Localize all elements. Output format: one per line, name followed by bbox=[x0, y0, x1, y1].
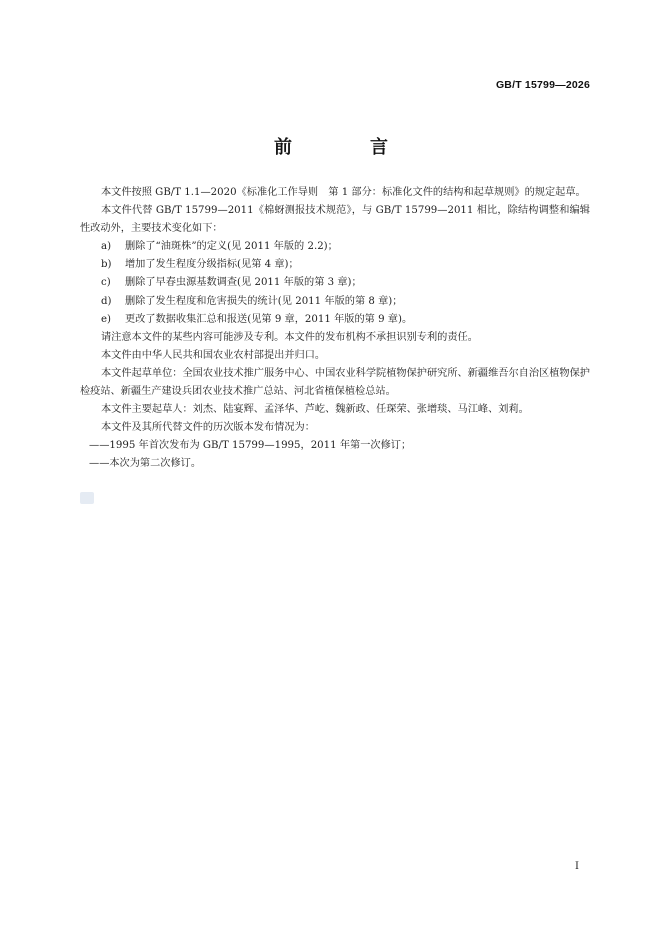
list-marker: b) bbox=[101, 259, 112, 271]
paragraph-replacement: 本文件代替 GB/T 15799—2011《棉蚜测报技术规范》，与 GB/T 15799—2011 相比，除结构调整和编辑性改动外，主要技术变化如下： bbox=[80, 205, 590, 235]
list-item-text: 删除了早春虫源基数调查(见 2011 年版的第 3 章)； bbox=[125, 277, 362, 289]
page-number: I bbox=[575, 861, 579, 872]
change-list-item bbox=[80, 274, 590, 292]
list-marker: e) bbox=[101, 313, 112, 325]
paragraph-drafting-units: 本文件起草单位：全国农业技术推广服务中心、中国农业科学院植物保护研究所、新疆维吾尔自治区植物保护检疫站、新疆生产建设兵团农业技术推广总站、河北省植保植检总站。 bbox=[80, 367, 590, 398]
list-item-text: 删除了“油斑株”的定义(见 2011 年版的 2.2)； bbox=[125, 241, 338, 253]
list-item-text: 更改了数据收集汇总和报送(见第 9 章，2011 年版的第 9 章)。 bbox=[125, 313, 413, 325]
page-title: 前 言 bbox=[274, 137, 418, 158]
history-item: ——1995 年首次发布为 GB/T 15799—1995，2011 年第一次修订； bbox=[89, 440, 412, 452]
change-list-item bbox=[80, 311, 590, 329]
standard-code: GB/T 15799—2026 bbox=[495, 79, 590, 91]
paragraph-patent-notice: 请注意本文件的某些内容可能涉及专利。本文件的发布机构不承担识别专利的责任。 bbox=[101, 331, 478, 343]
list-marker: d) bbox=[101, 295, 112, 307]
paragraph-proposer: 本文件由中华人民共和国农业农村部提出并归口。 bbox=[101, 349, 326, 361]
change-list-item bbox=[80, 256, 590, 274]
watermark-stamp-icon bbox=[80, 492, 94, 504]
paragraph-history-intro: 本文件及其所代替文件的历次版本发布情况为： bbox=[101, 422, 315, 434]
list-item-text: 删除了发生程度和危害损失的统计(见 2011 年版的第 8 章)； bbox=[125, 295, 403, 307]
foreword-body bbox=[80, 184, 590, 474]
change-list-item bbox=[80, 238, 590, 256]
change-list-item bbox=[80, 293, 590, 311]
paragraph-drafting-rules: 本文件按照 GB/T 1.1—2020《标准化工作导则 第 1 部分：标准化文件的结构和起草规则》的规定起草。 bbox=[101, 187, 586, 198]
list-item-text: 增加了发生程度分级指标(见第 4 章)； bbox=[125, 259, 299, 271]
list-marker: c) bbox=[101, 277, 111, 289]
history-item: ——本次为第二次修订。 bbox=[89, 458, 202, 470]
paragraph-drafters: 本文件主要起草人：刘杰、陆宴辉、孟泽华、芦屹、魏新政、任琛荣、张增琰、马江峰、刘莉。 bbox=[101, 404, 529, 416]
list-marker: a) bbox=[101, 241, 112, 253]
